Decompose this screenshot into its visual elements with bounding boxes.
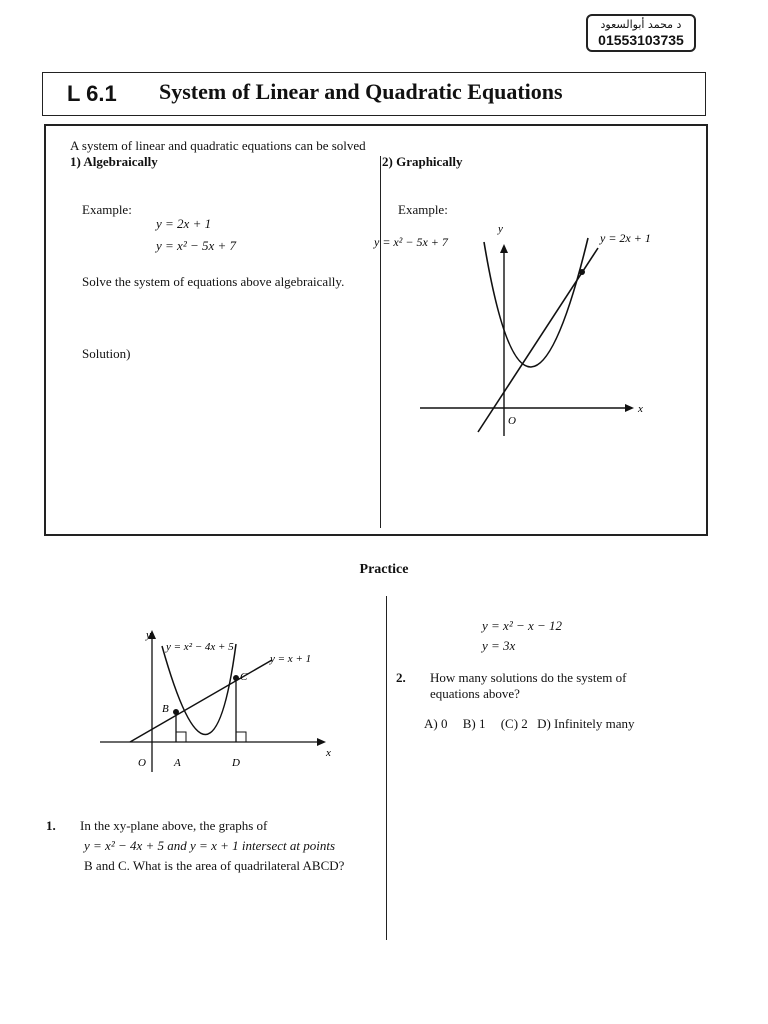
q1-graph	[90, 624, 350, 774]
q1-number: 1.	[46, 818, 56, 833]
graphic-axis-x: x	[638, 403, 643, 415]
q2-choice-a[interactable]: A) 0	[424, 716, 448, 731]
q1-line1: In the xy-plane above, the graphs of	[80, 818, 268, 833]
page-title: System of Linear and Quadratic Equations	[159, 79, 563, 104]
q1-label-c: C	[240, 671, 248, 683]
q1-label-b: B	[162, 703, 169, 715]
q2-choice-b[interactable]: B) 1	[462, 716, 486, 731]
author-phone: 01553103735	[598, 32, 684, 48]
author-badge	[586, 14, 696, 52]
graphic-example-label: Example:	[398, 202, 448, 217]
q1-line3: B and C. What is the area of quadrilateral ABCD?	[84, 858, 345, 873]
q1-point-b-dot	[173, 709, 179, 715]
q2-choice-d[interactable]: D) Infinitely many	[537, 716, 635, 731]
solution-label: Solution)	[82, 346, 131, 361]
q2-question-line2: equations above?	[430, 686, 520, 701]
algebraic-instruction: Solve the system of equations above algebraically.	[82, 274, 345, 289]
q2-choices	[424, 716, 635, 732]
author-name: د محمد أبوالسعود	[600, 18, 682, 31]
q1-line-label: y = x + 1	[270, 653, 312, 665]
intro-text: A system of linear and quadratic equations can be solved	[70, 138, 366, 153]
q1-label-a: A	[174, 757, 181, 769]
title-bar	[42, 72, 706, 116]
practice-heading: Practice	[359, 562, 409, 577]
q1-curve-label: y = x² − 4x + 5	[166, 641, 234, 653]
q2-number: 2.	[396, 670, 406, 685]
q2-choice-c[interactable]: (C) 2	[500, 716, 528, 731]
q2-eq1: y = x² − x − 12	[482, 618, 563, 633]
q2-eq2: y = 3x	[482, 638, 516, 653]
q1-axis-x: x	[326, 747, 331, 759]
practice-divider	[386, 596, 387, 940]
method-algebraic: 1) Algebraically	[70, 154, 158, 169]
graphic-example-graph	[366, 214, 686, 440]
algebraic-eq2: y = x² − 5x + 7	[156, 238, 237, 253]
method-graphic: 2) Graphically	[382, 154, 463, 169]
lesson-box	[44, 124, 708, 536]
q1-label-d: D	[232, 757, 240, 769]
intersection-point	[579, 269, 585, 275]
q2-question-line1: How many solutions do the system of	[430, 670, 627, 685]
graphic-axis-y: y	[498, 223, 503, 235]
q1-point-c-dot	[233, 675, 239, 681]
q1-axis-y: y	[146, 629, 151, 641]
algebraic-eq1: y = 2x + 1	[156, 216, 212, 231]
algebraic-example-label: Example:	[82, 202, 132, 217]
graphic-origin: O	[508, 415, 516, 427]
graphic-line-label: y = 2x + 1	[600, 231, 651, 245]
lesson-number: L 6.1	[67, 81, 117, 106]
q1-line2: y = x² − 4x + 5 and y = x + 1 intersect at points	[84, 838, 336, 853]
q1-origin: O	[138, 757, 146, 769]
graphic-curve-label: y = x² − 5x + 7	[374, 235, 448, 249]
